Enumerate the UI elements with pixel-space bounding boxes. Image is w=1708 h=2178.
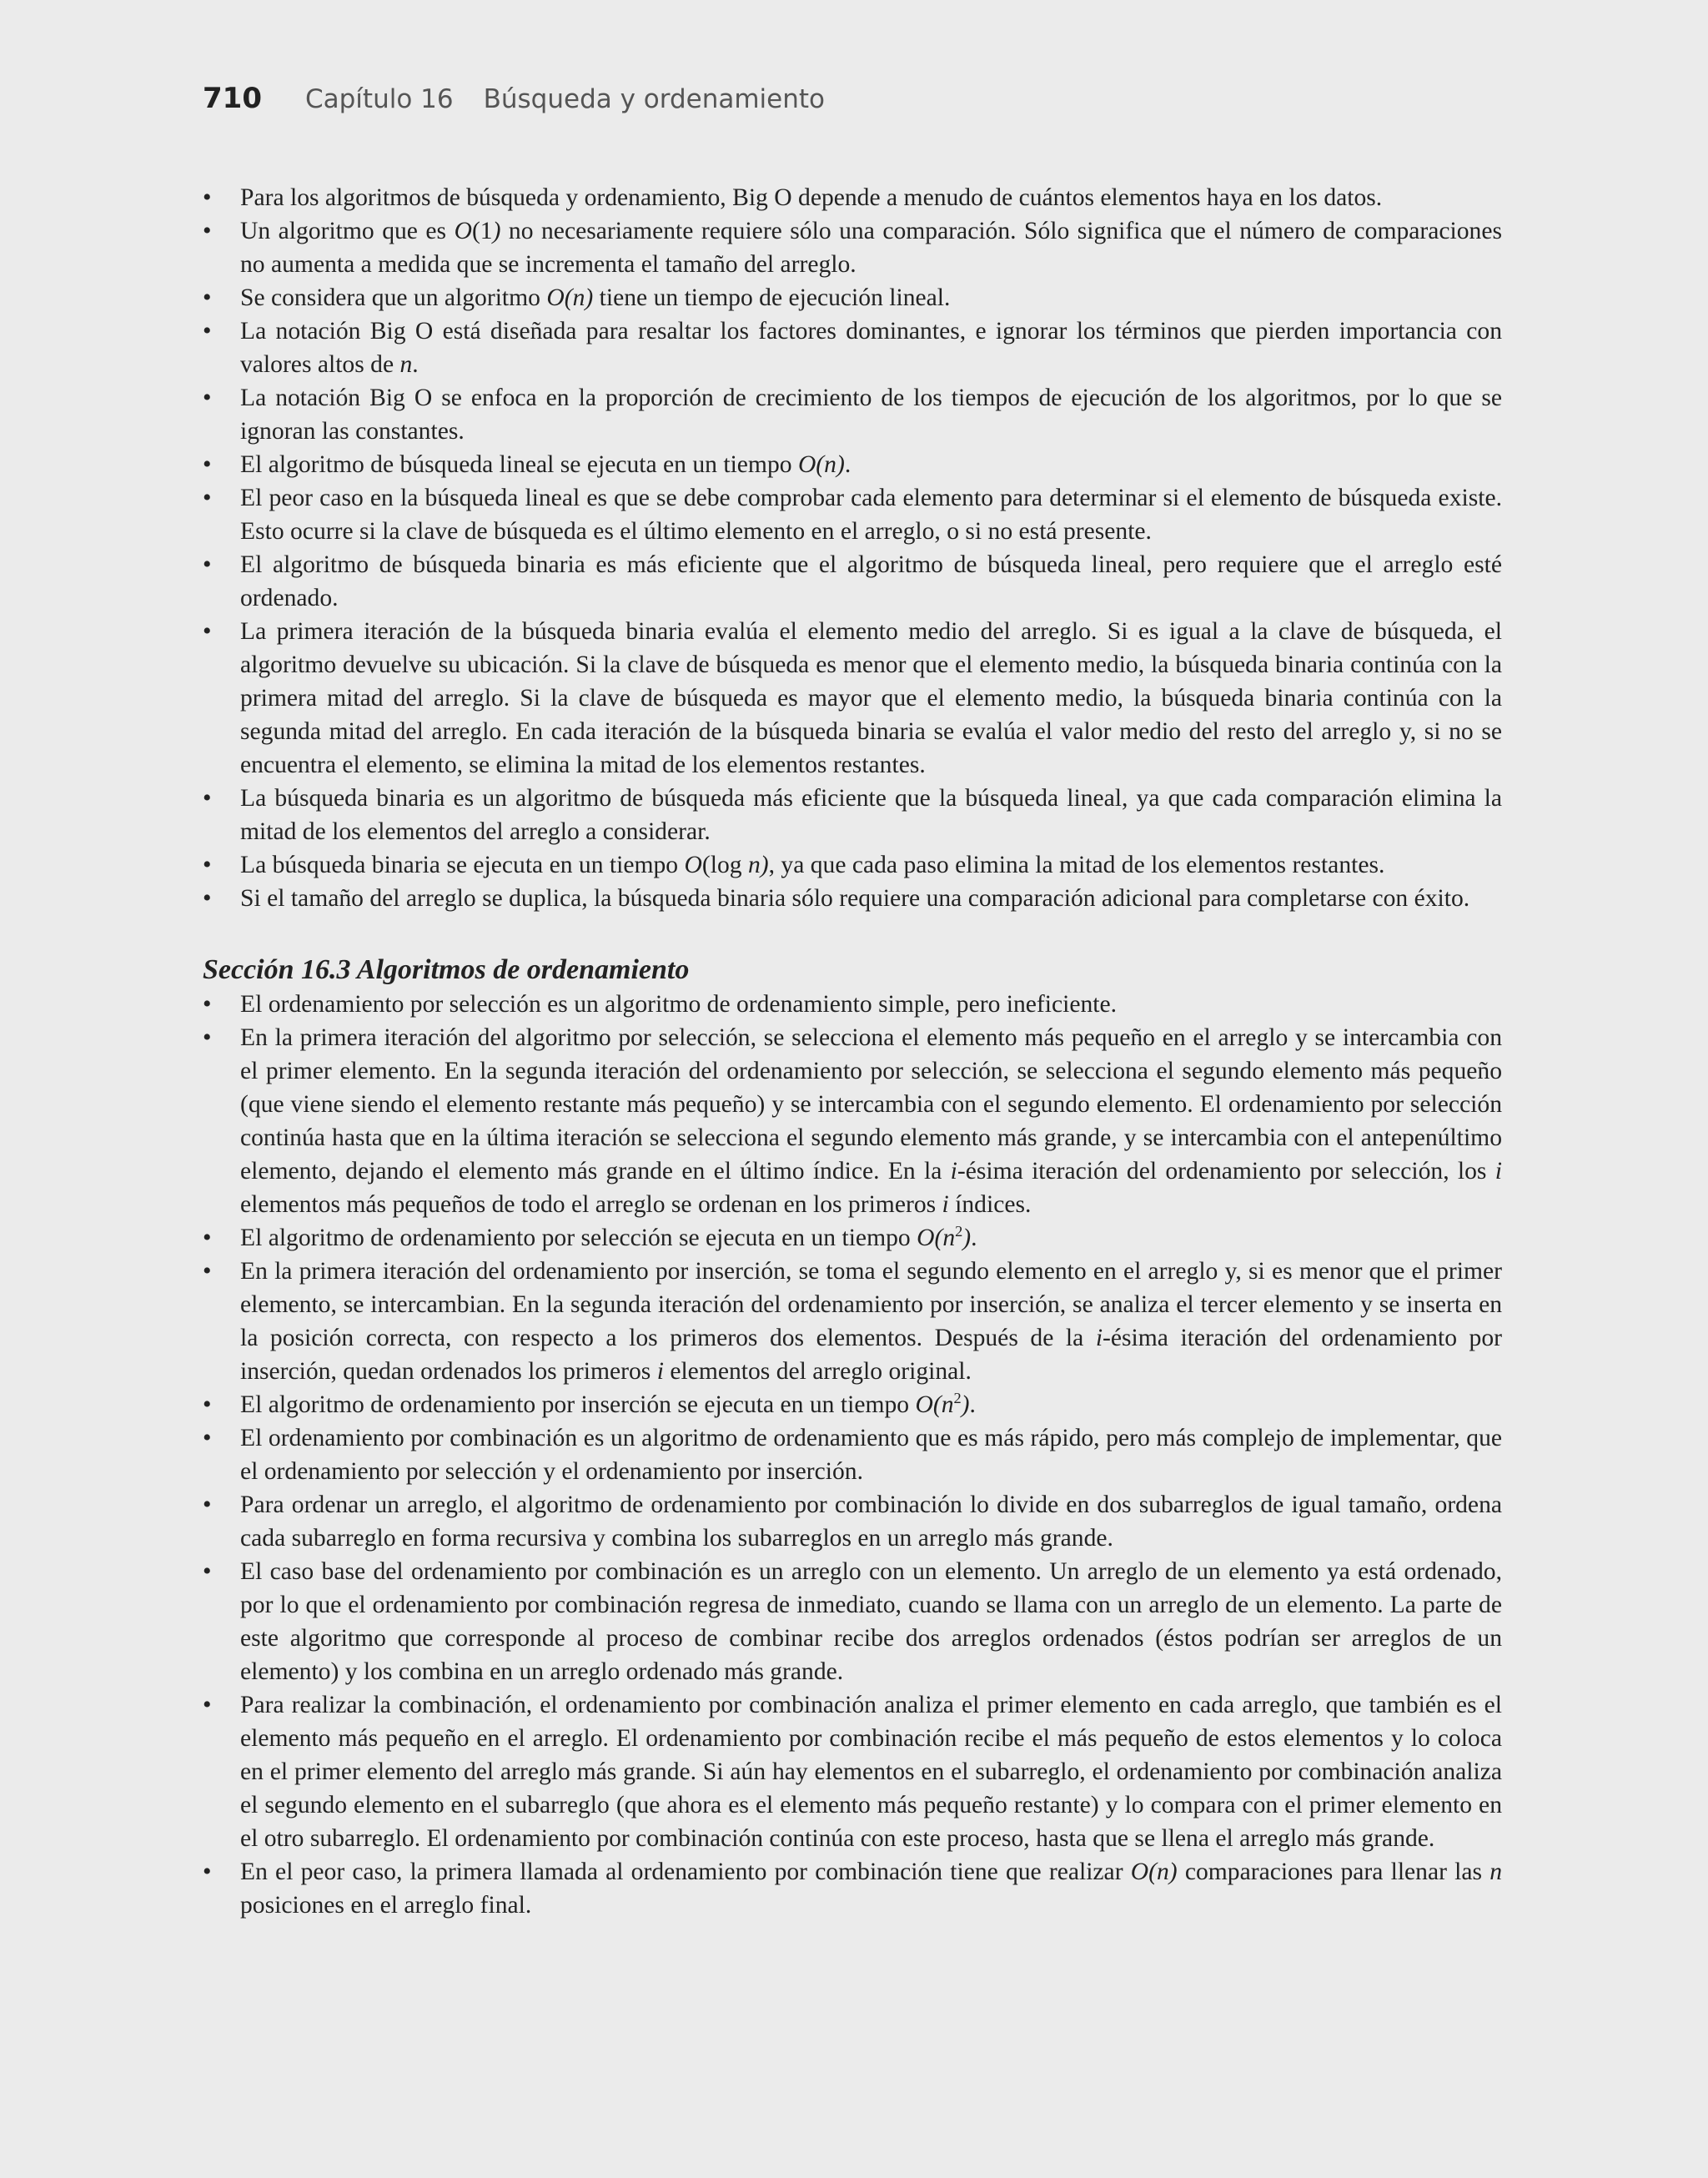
italic-term: O(n) [546, 284, 594, 311]
italic-term: O(n [915, 1391, 954, 1418]
bullet-item: • La búsqueda binaria es un algoritmo de búsqueda más eficiente que la búsqueda lineal, ya que cada comparación elimina la mitad de los elementos del arreglo a considerar. [203, 782, 1502, 848]
bullet-item: • Para los algoritmos de búsqueda y ordenamiento, Big O depende a menudo de cuántos elementos haya en los datos. [203, 181, 1502, 214]
bullet-item: • Para realizar la combinación, el ordenamiento por combinación analiza el primer elemento en cada arreglo, que también es el elemento más pequeño en el arreglo. El ordenamiento por combinación recibe el más pequeño de estos elementos y lo coloca en el primer elemento del arreglo más grande. Si aún hay elementos en el subarreglo, el ordenamiento por combinación analiza el segundo elemento en el subarreglo (que ahora es el elemento más pequeño restante) y lo compara con el primer elemento en el otro subarreglo. El ordenamiento por combinación continúa con este proceso, hasta que se llena el arreglo más grande. [203, 1688, 1502, 1855]
italic-term: O [684, 852, 702, 878]
bullet-item: • El caso base del ordenamiento por combinación es un arreglo con un elemento. Un arreglo de un elemento ya está ordenado, por lo que el ordenamiento por combinación regresa de inmediato, cuando se llama con un arreglo de un elemento. La parte de este algoritmo que corresponde al proceso de combinar recibe dos arreglos ordenados (éstos podrían ser arreglos de un elemento) y los combina en un arreglo ordenado más grande. [203, 1555, 1502, 1688]
italic-term: ) [492, 218, 501, 244]
bullet-item: • La notación Big O está diseñada para resaltar los factores dominantes, e ignorar los términos que pierden importancia con valores altos de n. [203, 314, 1502, 381]
bullet-item: • La primera iteración de la búsqueda binaria evalúa el elemento medio del arreglo. Si es igual a la clave de búsqueda, el algoritmo devuelve su ubicación. Si la clave de búsqueda es menor que el elemento medio, la búsqueda binaria continúa con la primera mitad del arreglo. Si la clave de búsqueda es mayor que el elemento medio, la búsqueda binaria continúa con la segunda mitad del arreglo. En cada iteración de la búsqueda binaria se evalúa el valor medio del resto del arreglo y, si no se encuentra el elemento, se elimina la mitad de los elementos restantes. [203, 615, 1502, 782]
italic-term: i [942, 1191, 949, 1218]
superscript: 2 [953, 1390, 962, 1407]
section-heading: Sección 16.3 Algoritmos de ordenamiento [203, 954, 690, 985]
running-head [203, 82, 825, 118]
bullet-item: • El algoritmo de búsqueda binaria es más eficiente que el algoritmo de búsqueda lineal, pero requiere que el arreglo esté ordenado. [203, 548, 1502, 615]
italic-term: O(n [917, 1225, 956, 1251]
italic-term: i [1095, 1325, 1103, 1351]
bullet-item: • Se considera que un algoritmo O(n) tiene un tiempo de ejecución lineal. [203, 281, 1502, 314]
italic-term: ) [961, 1391, 970, 1418]
bullet-item: • El algoritmo de búsqueda lineal se ejecuta en un tiempo O(n). [203, 448, 1502, 481]
bullet-item: • En el peor caso, la primera llamada al ordenamiento por combinación tiene que realizar O(n) comparaciones para llenar las n posiciones en el arreglo final. [203, 1855, 1502, 1922]
chapter-label: Capítulo 16 [304, 84, 454, 114]
italic-term: O [454, 218, 472, 244]
italic-term: i [1494, 1158, 1502, 1185]
bullet-item: • Un algoritmo que es O(1) no necesariamente requiere sólo una comparación. Sólo significa que el número de comparaciones no aumenta a medida que se incrementa el tamaño del arreglo. [203, 214, 1502, 281]
italic-term: n) [747, 852, 769, 878]
bullet-item: • El algoritmo de ordenamiento por selección se ejecuta en un tiempo $O(n^2)$. [203, 1221, 1502, 1255]
bullet-item: • La búsqueda binaria se ejecuta en un tiempo O(log n), ya que cada paso elimina la mitad de los elementos restantes. [203, 848, 1502, 882]
bullet-item: • El ordenamiento por selección es un algoritmo de ordenamiento simple, pero ineficiente. [203, 988, 1502, 1021]
bullet-item: • La notación Big O se enfoca en la proporción de crecimiento de los tiempos de ejecución de los algoritmos, por lo que se ignoran las constantes. [203, 381, 1502, 448]
bullet-item: • El peor caso en la búsqueda lineal es que se debe comprobar cada elemento para determinar si el elemento de búsqueda existe. Esto ocurre si la clave de búsqueda es el último elemento en el arreglo, o si no está presente. [203, 481, 1502, 548]
italic-term: i [656, 1358, 664, 1385]
italic-term: O(n) [797, 451, 845, 478]
bullet-item: • En la primera iteración del algoritmo por selección, se selecciona el elemento más pequeño en el arreglo y se intercambia con el primer elemento. En la segunda iteración del ordenamiento por selección, se selecciona el segundo elemento más pequeño (que viene siendo el elemento restante más pequeño) y se intercambia con el segundo elemento. El ordenamiento por selección continúa hasta que en la última iteración se selecciona el segundo elemento más grande, y se intercambia con el antepenúltimo elemento, dejando el elemento más grande en el último índice. En la i-ésima iteración del ordenamiento por selección, los i elementos más pequeños de todo el arreglo se ordenan en los primeros i índices. [203, 1021, 1502, 1221]
italic-term: n [399, 351, 413, 378]
page-body [203, 181, 1502, 1922]
superscript: 2 [955, 1223, 963, 1240]
page-number: 710 [203, 82, 262, 115]
chapter-title: Búsqueda y ordenamiento [483, 84, 826, 114]
italic-term: ) [962, 1225, 972, 1251]
summary-bullet-list [203, 181, 1502, 915]
italic-term: i [950, 1158, 957, 1185]
bullet-item: • El ordenamiento por combinación es un algoritmo de ordenamiento que es más rápido, pero más complejo de implementar, que el ordenamiento por selección y el ordenamiento por inserción. [203, 1421, 1502, 1488]
bullet-item: • En la primera iteración del ordenamiento por inserción, se toma el segundo elemento en el arreglo y, si es menor que el primer elemento, se intercambian. En la segunda iteración del ordenamiento por inserción, se analiza el tercer elemento y se inserta en la posición correcta, con respecto a los primeros dos elementos. Después de la i-ésima iteración del ordenamiento por inserción, quedan ordenados los primeros i elementos del arreglo original. [203, 1255, 1502, 1388]
italic-term: O(n) [1130, 1859, 1178, 1885]
bullet-item: • Si el tamaño del arreglo se duplica, la búsqueda binaria sólo requiere una comparación adicional para completarse con éxito. [203, 882, 1502, 915]
bullet-item: • El algoritmo de ordenamiento por inserción se ejecuta en un tiempo $O(n^2)$. [203, 1388, 1502, 1421]
sorting-bullet-list [203, 988, 1502, 1922]
italic-term: n [1489, 1859, 1503, 1885]
bullet-item: • Para ordenar un arreglo, el algoritmo de ordenamiento por combinación lo divide en dos subarreglos de igual tamaño, ordena cada subarreglo en forma recursiva y combina los subarreglos en un arreglo más grande. [203, 1488, 1502, 1555]
